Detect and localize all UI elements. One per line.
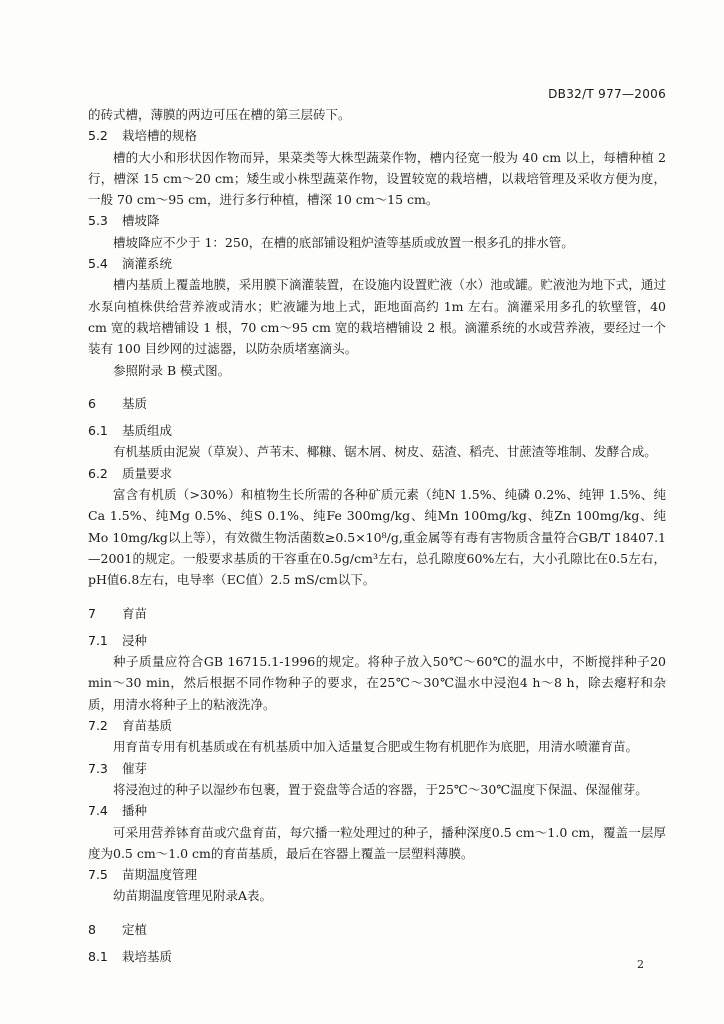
paragraph-6-1: 有机基质由泥炭（草炭）、芦苇末、椰糠、锯木屑、树皮、菇渣、稻壳、甘蔗渣等堆制、发酵合成。: [113, 444, 657, 460]
section-number: 8.1: [88, 948, 108, 964]
paragraph-7-4: 可采用营养钵育苗或穴盘育苗，每穴播一粒处理过的种子，播种深度0.5 cm～1.0 cm，覆盖一层厚度为0.5 cm～1.0 cm的育苗基质，最后在容器上覆盖一层塑料薄膜。: [88, 824, 666, 861]
section-number: 5.2: [88, 128, 108, 144]
chapter-title: 基质: [122, 395, 148, 411]
paragraph-7-3: 将浸泡过的种子以湿纱布包裹，置于瓷盘等合适的容器，于25℃～30℃温度下保温、保湿催芽。: [113, 781, 648, 797]
section-heading-7-2: [88, 715, 666, 736]
chapter-number: 7: [88, 605, 96, 621]
paragraph-5-4: 槽内基质上覆盖地膜，采用膜下滴灌装置，在设施内设置贮液（水）池或罐。贮液池为地下式，通过水泵向植株供给营养液或清水；贮液罐为地上式，距地面高约 1m 左右。滴灌采用多孔的软壁管，40 cm 宽的栽培槽铺设 1 根，70 cm～95 cm 宽的栽培槽铺设 2 根。滴灌系统的水或营养液，要经过一个装有 100 目纱网的过滤器，以防杂质堵塞滴头。: [88, 277, 666, 357]
chapter-heading-7: [88, 603, 666, 624]
section-number: 7.5: [88, 867, 108, 883]
section-title: 槽坡降: [122, 213, 160, 229]
section-heading-5-2: [88, 125, 666, 146]
section-title: 催芽: [122, 760, 148, 776]
paragraph-5-3: 槽坡降应不少于 1：250，在槽的底部铺设粗炉渣等基质或放置一根多孔的排水管。: [113, 234, 574, 250]
section-number: 5.3: [88, 213, 108, 229]
section-heading-7-4: [88, 800, 666, 821]
section-number: 7.1: [88, 632, 108, 648]
section-title: 滴灌系统: [122, 256, 173, 272]
document-code: DB32/T 977—2006: [548, 87, 666, 101]
section-title: 栽培槽的规格: [122, 128, 198, 144]
section-number: 6.2: [88, 465, 108, 481]
document-body: [88, 104, 666, 967]
section-heading-5-4: [88, 253, 666, 274]
chapter-title: 定植: [122, 921, 148, 937]
section-title: 栽培基质: [122, 948, 173, 964]
paragraph-continuation: 的砖式槽，薄膜的两边可压在槽的第三层砖下。: [88, 107, 351, 122]
section-number: 6.1: [88, 423, 108, 439]
chapter-heading-8: [88, 919, 666, 940]
section-heading-5-3: [88, 210, 666, 231]
section-number: 7.4: [88, 803, 108, 819]
paragraph-5-2: 槽的大小和形状因作物而异，果菜类等大株型蔬菜作物，槽内径宽一般为 40 cm 以上，每槽种植 2 行，槽深 15 cm～20 cm；矮生或小株型蔬菜作物，设置较宽的栽培槽，以栽培管理及采收方便为度，一般 70 cm～95 cm，进行多行种植，槽深 10 cm～15 cm。: [88, 149, 666, 208]
section-number: 7.3: [88, 760, 108, 776]
section-title: 浸种: [122, 632, 148, 648]
section-heading-7-5: [88, 864, 666, 885]
section-title: 苗期温度管理: [122, 867, 198, 883]
section-heading-8-1: [88, 946, 666, 967]
section-heading-7-3: [88, 758, 666, 779]
chapter-title: 育苗: [122, 605, 148, 621]
paragraph-7-2: 用育苗专用有机基质或在有机基质中加入适量复合肥或生物有机肥作为底肥，用清水喷灌育苗。: [113, 739, 639, 755]
chapter-heading-6: [88, 393, 666, 414]
paragraph-5-4-reference: 参照附录 B 模式图。: [113, 362, 231, 378]
section-number: 5.4: [88, 256, 108, 272]
section-title: 播种: [122, 803, 148, 819]
section-title: 质量要求: [122, 465, 173, 481]
paragraph-6-2: 富含有机质（>30%）和植物生长所需的各种矿质元素（纯N 1.5%、纯磷 0.2%、纯钾 1.5%、纯Ca 1.5%、纯Mg 0.5%、纯S 0.1%、纯Fe 300mg/kg、纯Mn 100mg/kg、纯Zn 100mg/kg、纯Mo 10mg/kg以上等），有效微生物活菌数≥0.5×10⁸/g,重金属等有毒有害物质含量符合GB/T 18407.1—2001的规定。一般要求基质的干容重在0.5g/cm³左右，总孔隙度60%左右，大小孔隙比在0.5左右，pH值6.8左右，电导率（EC值）2.5 mS/cm以下。: [88, 487, 666, 588]
section-title: 育苗基质: [122, 718, 173, 734]
chapter-number: 6: [88, 395, 96, 411]
section-heading-6-1: [88, 420, 666, 441]
paragraph-7-5: 幼苗期温度管理见附录A表。: [113, 888, 273, 904]
chapter-number: 8: [88, 921, 96, 937]
section-heading-6-2: [88, 463, 666, 484]
section-heading-7-1: [88, 630, 666, 651]
paragraph-7-1: 种子质量应符合GB 16715.1-1996的规定。将种子放入50℃～60℃的温水中，不断搅拌种子20 min～30 min，然后根据不同作物种子的要求，在25℃～30℃温水中浸泡4 h～8 h，除去瘪籽和杂质，用清水将种子上的粘液洗净。: [88, 654, 666, 712]
section-title: 基质组成: [122, 423, 173, 439]
section-number: 7.2: [88, 718, 108, 734]
page-number: 2: [637, 958, 644, 971]
